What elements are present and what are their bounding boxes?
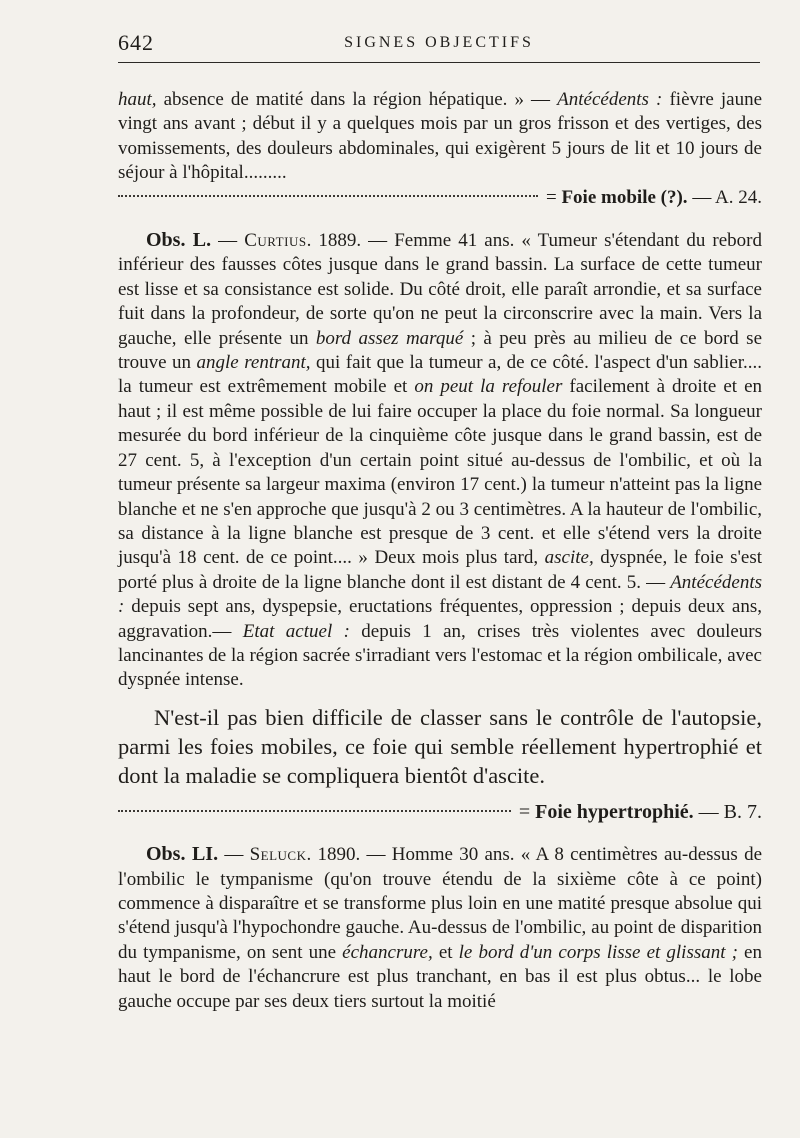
observation-title: Obs. L. [146,229,212,252]
verdict-code: — B. 7. [693,800,762,823]
observation-li [118,842,762,1014]
dot-leader [118,195,538,197]
commentary: N'est-il pas bien difficile de classer sans le contrôle de l'autopsie, parmi les foies mobiles, ce foie qui semble réellement hypertrophié et dont la maladie se compliquera bientôt d'ascite. [118,704,762,788]
text-run: absence de matité dans la région hépatique. » — [156,89,558,110]
text-italic: le bord d'un corps lisse et glissant ; [458,941,738,963]
observation-l [118,228,762,693]
text-run: depuis 1 an, crises très violentes avec douleurs lancinantes de la région sacrée s'irradiant vers l'estomac et la région ombilicale, avec dyspnée intense. [118,620,763,691]
text-run: — [211,230,245,252]
verdict-code: — A. 24. [687,186,762,208]
running-title: SIGNES OBJECTIFS [344,34,534,51]
text-run: qui fait que la tumeur a, de ce côté. l'aspect d'un sablier.... la tumeur est extrêmement mobile et [118,352,762,398]
text-italic: haut, [118,89,157,110]
paragraph-continuation [118,88,762,186]
dot-leader [118,810,511,812]
observation-title: Obs. LI. [146,843,219,866]
verdict-prefix: = [545,186,562,208]
verdict-line [118,800,762,824]
text-run: . 1889. — Femme 41 ans. « Tumeur s'étendant du rebord inférieur des fausses côtes jusque dans le grand bassin. La surface de cette tumeur est lisse et sa consistance est solide. Du côté droit, elle paraît arrondie, et sa surface fuit dans la profondeur, de sorte qu'on ne peut la circonscrire avec la main. Vers la gauche, elle présente un [118,230,763,349]
text-run: en haut le bord de l'échancrure est plus tranchant, en bas il est plus obtus... le lobe gauche occupe par ses deux tiers surtout la moitié [118,941,762,1012]
text-italic: Antécédents : [557,89,663,110]
text-italic: angle rentrant, [196,352,311,374]
text-italic: Antécédents : [118,571,762,618]
text-run: et [432,941,459,963]
verdict [546,186,762,210]
text-italic: échancrure, [342,941,433,963]
text-run: . 1890. — Homme 30 ans. « A 8 centimètres au-dessus de l'ombilic le tympanisme (qu'on trouve étendu de la sixième côte à ce point) commence à disparaître et se transforme plus loin en une matité presque absolue qui s'étend jusqu'à l'hypochondre gauche. Au-dessus de l'ombilic, au point de disparition du tympanisme, on sent une [118,844,763,963]
verdict-line [118,186,762,210]
text-run: fièvre jaune vingt ans avant ; début il y a quelques mois par un gros frisson et des vertiges, des vomissements, des douleurs abdominales, qui exigèrent 5 jours de lit et 10 jours de séjour à l'hôpital......... [118,89,762,184]
body-text [118,88,762,1014]
author-name: Seluck [249,844,307,866]
verdict-prefix: = [518,800,536,823]
author-name: Curtius [244,230,307,252]
verdict-diagnosis: Foie mobile (?). [561,186,688,208]
page-number: 642 [118,30,154,55]
text-run: facilement à droite et en haut ; il est même possible de lui faire occuper la place du foie normal. Sa longueur mesurée du bord inférieur de la cinquième côte jusque dans le grand bassin, est de 27 cent. 5, à l'exception d'un certain point situé au-dessus de l'ombilic, et où la tumeur présente sa largeur maxima (environ 17 cent.) la tumeur n'atteint pas la ligne blanche et ne s'en approche que jusqu'à 2 ou 3 centimètres. A la hauteur de l'ombilic, sa distance à la ligne blanche est presque de 3 cent. et elle s'étend vers la droite jusqu'à 18 cent. de ce point.... » Deux mois plus tard, [118,376,763,569]
verdict-diagnosis: Foie hypertrophié. [535,800,694,823]
text-run: dyspnée, le foie s'est porté plus à droite de la ligne blanche dont il est distant de 4 cent. 5. — [118,547,762,593]
running-header [118,26,760,63]
text-italic: on peut la refouler [414,376,563,398]
text-italic: ascite, [544,547,594,569]
text-run: depuis sept ans, dyspepsie, eructations fréquentes, oppression ; depuis deux ans, aggravation.— [118,596,762,642]
text-italic: bord assez marqué [315,327,464,349]
text-run: — [218,844,250,866]
verdict [519,800,762,824]
text-italic: Etat actuel : [242,620,350,642]
text-run: ; à peu près au milieu de ce bord se trouve un [118,327,763,374]
